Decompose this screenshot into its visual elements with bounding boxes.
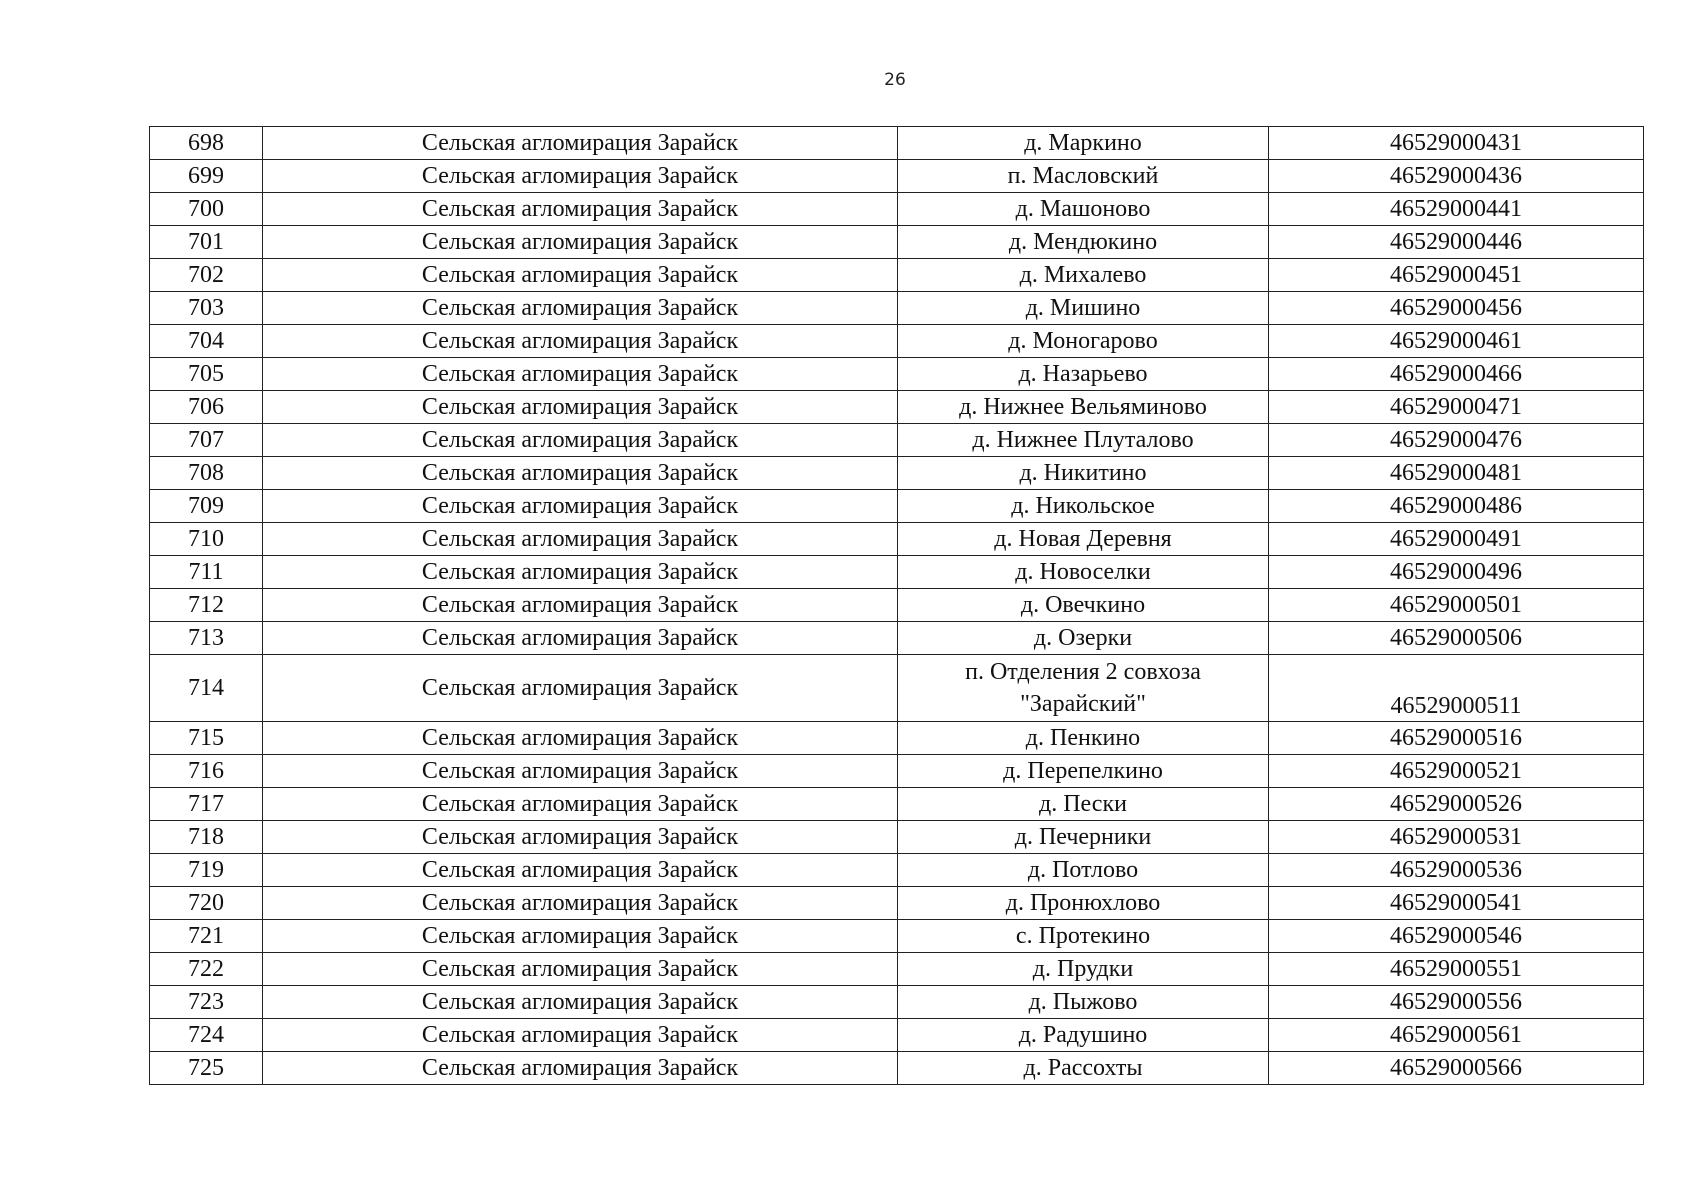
cell-number: 716 <box>150 755 263 788</box>
cell-agglomeration: Сельская агломирация Зарайск <box>263 821 898 854</box>
cell-code: 46529000541 <box>1269 887 1644 920</box>
cell-code: 46529000471 <box>1269 391 1644 424</box>
cell-code: 46529000531 <box>1269 821 1644 854</box>
table-row <box>150 556 1644 589</box>
table-row <box>150 127 1644 160</box>
cell-location: д. Новоселки <box>898 556 1269 589</box>
table-row <box>150 490 1644 523</box>
cell-number: 724 <box>150 1019 263 1052</box>
cell-number: 702 <box>150 259 263 292</box>
cell-location: д. Рассохты <box>898 1052 1269 1085</box>
cell-number: 707 <box>150 424 263 457</box>
cell-location: д. Радушино <box>898 1019 1269 1052</box>
table-row <box>150 325 1644 358</box>
cell-location: д. Никитино <box>898 457 1269 490</box>
cell-agglomeration: Сельская агломирация Зарайск <box>263 259 898 292</box>
cell-code: 46529000521 <box>1269 755 1644 788</box>
cell-location: п. Отделения 2 совхоза "Зарайский" <box>898 655 1269 722</box>
cell-location: д. Перепелкино <box>898 755 1269 788</box>
cell-agglomeration: Сельская агломирация Зарайск <box>263 193 898 226</box>
table-row <box>150 292 1644 325</box>
cell-number: 714 <box>150 655 263 722</box>
table-row <box>150 821 1644 854</box>
table-row <box>150 391 1644 424</box>
cell-number: 717 <box>150 788 263 821</box>
settlements-table <box>149 126 1644 1085</box>
cell-agglomeration: Сельская агломирация Зарайск <box>263 127 898 160</box>
cell-number: 710 <box>150 523 263 556</box>
table-row <box>150 655 1644 722</box>
cell-agglomeration: Сельская агломирация Зарайск <box>263 292 898 325</box>
cell-code: 46529000511 <box>1269 655 1644 722</box>
cell-agglomeration: Сельская агломирация Зарайск <box>263 523 898 556</box>
cell-code: 46529000456 <box>1269 292 1644 325</box>
table-row <box>150 722 1644 755</box>
cell-number: 703 <box>150 292 263 325</box>
table-row <box>150 457 1644 490</box>
cell-agglomeration: Сельская агломирация Зарайск <box>263 622 898 655</box>
cell-number: 709 <box>150 490 263 523</box>
table-body <box>150 127 1644 1085</box>
cell-code: 46529000516 <box>1269 722 1644 755</box>
cell-location: с. Протекино <box>898 920 1269 953</box>
cell-code: 46529000536 <box>1269 854 1644 887</box>
table-row <box>150 622 1644 655</box>
cell-agglomeration: Сельская агломирация Зарайск <box>263 589 898 622</box>
table-row <box>150 854 1644 887</box>
cell-agglomeration: Сельская агломирация Зарайск <box>263 953 898 986</box>
cell-number: 701 <box>150 226 263 259</box>
cell-code: 46529000546 <box>1269 920 1644 953</box>
cell-code: 46529000431 <box>1269 127 1644 160</box>
page-number: 26 <box>884 70 906 90</box>
cell-number: 708 <box>150 457 263 490</box>
cell-number: 715 <box>150 722 263 755</box>
table-row <box>150 589 1644 622</box>
cell-agglomeration: Сельская агломирация Зарайск <box>263 854 898 887</box>
cell-location: д. Мендюкино <box>898 226 1269 259</box>
cell-agglomeration: Сельская агломирация Зарайск <box>263 1052 898 1085</box>
cell-code: 46529000436 <box>1269 160 1644 193</box>
cell-agglomeration: Сельская агломирация Зарайск <box>263 424 898 457</box>
table-row <box>150 424 1644 457</box>
cell-location: д. Моногарово <box>898 325 1269 358</box>
cell-location: д. Овечкино <box>898 589 1269 622</box>
cell-code: 46529000561 <box>1269 1019 1644 1052</box>
table-row <box>150 193 1644 226</box>
cell-agglomeration: Сельская агломирация Зарайск <box>263 655 898 722</box>
cell-code: 46529000491 <box>1269 523 1644 556</box>
cell-agglomeration: Сельская агломирация Зарайск <box>263 788 898 821</box>
table-row <box>150 358 1644 391</box>
cell-number: 718 <box>150 821 263 854</box>
cell-code: 46529000466 <box>1269 358 1644 391</box>
cell-code: 46529000496 <box>1269 556 1644 589</box>
cell-agglomeration: Сельская агломирация Зарайск <box>263 358 898 391</box>
cell-location: д. Назарьево <box>898 358 1269 391</box>
cell-code: 46529000506 <box>1269 622 1644 655</box>
cell-number: 711 <box>150 556 263 589</box>
cell-location: д. Пенкино <box>898 722 1269 755</box>
cell-location: д. Печерники <box>898 821 1269 854</box>
cell-agglomeration: Сельская агломирация Зарайск <box>263 490 898 523</box>
cell-number: 725 <box>150 1052 263 1085</box>
cell-agglomeration: Сельская агломирация Зарайск <box>263 325 898 358</box>
cell-code: 46529000481 <box>1269 457 1644 490</box>
cell-code: 46529000451 <box>1269 259 1644 292</box>
cell-code: 46529000486 <box>1269 490 1644 523</box>
cell-code: 46529000556 <box>1269 986 1644 1019</box>
cell-code: 46529000441 <box>1269 193 1644 226</box>
cell-location: п. Масловский <box>898 160 1269 193</box>
cell-location: д. Маркино <box>898 127 1269 160</box>
cell-code: 46529000461 <box>1269 325 1644 358</box>
cell-location: д. Прудки <box>898 953 1269 986</box>
table-row <box>150 887 1644 920</box>
table-row <box>150 1019 1644 1052</box>
table-row <box>150 788 1644 821</box>
cell-location: д. Нижнее Вельяминово <box>898 391 1269 424</box>
cell-agglomeration: Сельская агломирация Зарайск <box>263 920 898 953</box>
table-row <box>150 523 1644 556</box>
cell-location: д. Пески <box>898 788 1269 821</box>
cell-code: 46529000551 <box>1269 953 1644 986</box>
cell-agglomeration: Сельская агломирация Зарайск <box>263 887 898 920</box>
cell-location: д. Потлово <box>898 854 1269 887</box>
cell-agglomeration: Сельская агломирация Зарайск <box>263 722 898 755</box>
cell-agglomeration: Сельская агломирация Зарайск <box>263 755 898 788</box>
table-row <box>150 226 1644 259</box>
cell-code: 46529000526 <box>1269 788 1644 821</box>
cell-number: 722 <box>150 953 263 986</box>
cell-number: 721 <box>150 920 263 953</box>
cell-location: д. Мишино <box>898 292 1269 325</box>
cell-number: 723 <box>150 986 263 1019</box>
cell-number: 700 <box>150 193 263 226</box>
cell-agglomeration: Сельская агломирация Зарайск <box>263 226 898 259</box>
table-row <box>150 755 1644 788</box>
cell-location: д. Пронюхлово <box>898 887 1269 920</box>
cell-number: 705 <box>150 358 263 391</box>
cell-code: 46529000476 <box>1269 424 1644 457</box>
cell-number: 704 <box>150 325 263 358</box>
cell-agglomeration: Сельская агломирация Зарайск <box>263 391 898 424</box>
cell-agglomeration: Сельская агломирация Зарайск <box>263 457 898 490</box>
cell-location: д. Новая Деревня <box>898 523 1269 556</box>
table-row <box>150 986 1644 1019</box>
cell-number: 706 <box>150 391 263 424</box>
table-row <box>150 160 1644 193</box>
cell-location: д. Пыжово <box>898 986 1269 1019</box>
cell-number: 699 <box>150 160 263 193</box>
cell-agglomeration: Сельская агломирация Зарайск <box>263 160 898 193</box>
cell-location: д. Никольское <box>898 490 1269 523</box>
table-row <box>150 920 1644 953</box>
table-row <box>150 259 1644 292</box>
cell-number: 698 <box>150 127 263 160</box>
cell-location: д. Машоново <box>898 193 1269 226</box>
cell-number: 719 <box>150 854 263 887</box>
cell-location: д. Нижнее Плуталово <box>898 424 1269 457</box>
cell-number: 720 <box>150 887 263 920</box>
table-row <box>150 953 1644 986</box>
cell-number: 713 <box>150 622 263 655</box>
cell-location: д. Михалево <box>898 259 1269 292</box>
cell-code: 46529000501 <box>1269 589 1644 622</box>
cell-code: 46529000566 <box>1269 1052 1644 1085</box>
cell-code: 46529000446 <box>1269 226 1644 259</box>
cell-agglomeration: Сельская агломирация Зарайск <box>263 1019 898 1052</box>
cell-number: 712 <box>150 589 263 622</box>
table-row <box>150 1052 1644 1085</box>
cell-location: д. Озерки <box>898 622 1269 655</box>
cell-agglomeration: Сельская агломирация Зарайск <box>263 986 898 1019</box>
cell-agglomeration: Сельская агломирация Зарайск <box>263 556 898 589</box>
